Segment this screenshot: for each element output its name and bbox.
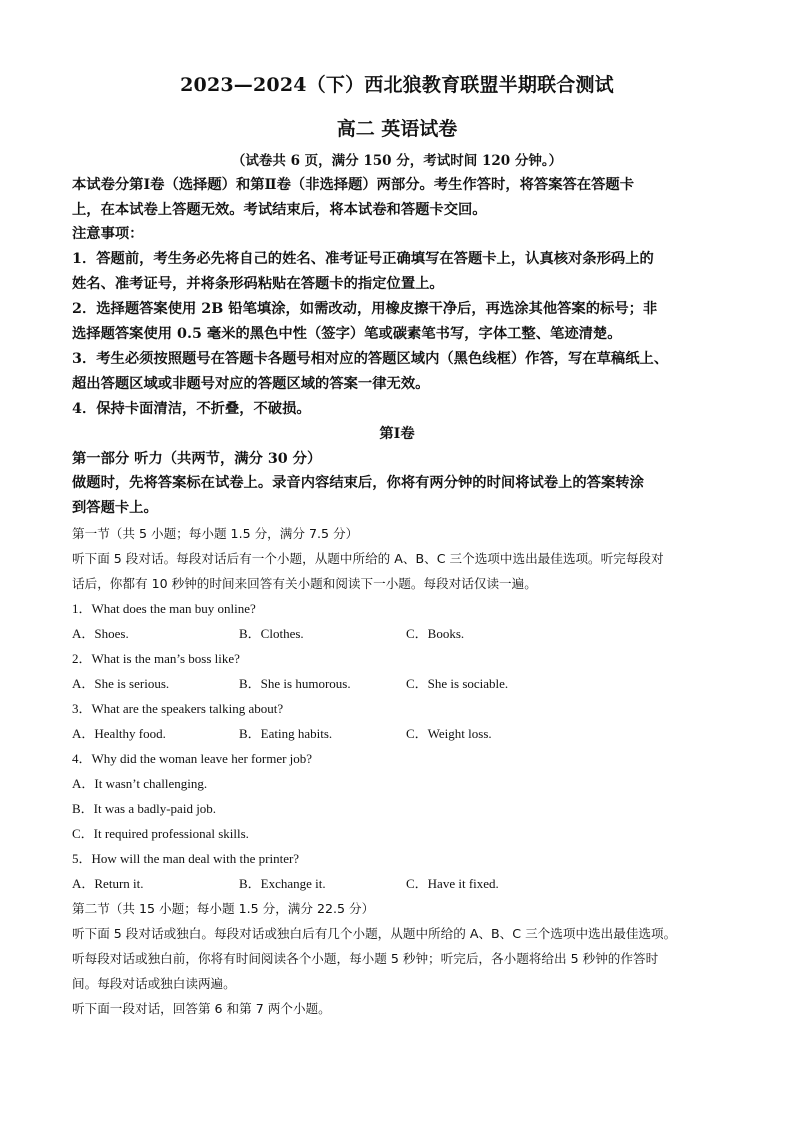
note-item: 1．答题前，考生务必先将自己的姓名、准考证号正确填写在答题卡上，认真核对条形码上的 xyxy=(72,251,654,267)
section-heading: 第一节（共 5 小题；每小题 1.5 分，满分 7.5 分） xyxy=(72,526,359,541)
option-a: A．It wasn’t challenging. xyxy=(72,776,208,791)
option-c: C．Weight loss. xyxy=(406,726,492,741)
exam-info: （试卷共 6 页，满分 150 分，考试时间 120 分钟。） xyxy=(231,153,563,169)
option-c: C．Books. xyxy=(406,626,465,641)
exam-title: 2023—2024（下）西北狼教育联盟半期联合测试 xyxy=(180,74,614,96)
question-stem: 1．What does the man buy online? xyxy=(72,601,256,616)
option-c: C．Have it fixed. xyxy=(406,876,499,891)
part-instruction: 到答题卡上。 xyxy=(72,500,158,516)
option-a: A．Return it. xyxy=(72,876,144,891)
intro-line: 上，在本试卷上答题无效。考试结束后，将本试卷和答题卡交回。 xyxy=(72,202,487,218)
notes-title: 注意事项： xyxy=(72,226,144,242)
option-c: C．She is sociable. xyxy=(406,676,509,691)
note-item: 姓名、准考证号，并将条形码粘贴在答题卡的指定位置上。 xyxy=(72,276,444,292)
section-instruction: 听下面 5 段对话。每段对话后有一个小题，从题中所给的 A、B、C 三个选项中选出最佳选项。听完每段对 xyxy=(72,551,664,566)
question-stem: 2．What is the man’s boss like? xyxy=(72,651,240,666)
note-item: 4．保持卡面清洁，不折叠，不破损。 xyxy=(72,401,311,417)
option-c: C．It required professional skills. xyxy=(72,826,249,841)
exam-subtitle: 高二 英语试卷 xyxy=(336,118,458,140)
option-a: A．Healthy food. xyxy=(72,726,166,741)
note-item: 2．选择题答案使用 2B 铅笔填涂，如需改动，用橡皮擦干净后，再选涂其他答案的标号；非 xyxy=(72,301,658,317)
note-item: 3．考生必须按照题号在答题卡各题号相对应的答题区域内（黑色线框）作答，写在草稿纸上、 xyxy=(72,351,669,367)
part-instruction: 做题时，先将答案标在试卷上。录音内容结束后，你将有两分钟的时间将试卷上的答案转涂 xyxy=(72,475,644,491)
part-heading: 第一部分 听力（共两节，满分 30 分） xyxy=(72,451,322,467)
question-stem: 4．Why did the woman leave her former job? xyxy=(72,751,313,766)
section-instruction: 听每段对话或独白前，你将有时间阅读各个小题，每小题 5 秒钟；听完后，各小题将给出 5 秒钟的作答时 xyxy=(72,951,659,966)
option-b: B．Clothes. xyxy=(239,626,304,641)
question-stem: 3．What are the speakers talking about? xyxy=(72,701,284,716)
question-stem: 5．How will the man deal with the printer? xyxy=(72,851,300,866)
section-instruction: 间。每段对话或独白读两遍。 xyxy=(72,976,236,991)
section-heading: 第二节（共 15 小题；每小题 1.5 分，满分 22.5 分） xyxy=(72,901,375,916)
note-item: 选择题答案使用 0.5 毫米的黑色中性（签字）笔或碳素笔书写，字体工整、笔迹清楚。 xyxy=(72,326,622,342)
option-a: A．She is serious. xyxy=(72,676,170,691)
option-b: B．She is humorous. xyxy=(239,676,351,691)
volume-heading: 第Ⅰ卷 xyxy=(379,426,415,442)
option-b: B．Exchange it. xyxy=(239,876,326,891)
option-a: A．Shoes. xyxy=(72,626,129,641)
section-instruction: 话后，你都有 10 秒钟的时间来回答有关小题和阅读下一小题。每段对话仅读一遍。 xyxy=(72,576,537,591)
note-item: 超出答题区域或非题号对应的答题区域的答案一律无效。 xyxy=(72,376,430,392)
intro-line: 本试卷分第Ⅰ卷（选择题）和第Ⅱ卷（非选择题）两部分。考生作答时，将答案答在答题卡 xyxy=(72,177,635,193)
section-instruction: 听下面一段对话，回答第 6 和第 7 两个小题。 xyxy=(72,1001,331,1016)
option-b: B．Eating habits. xyxy=(239,726,333,741)
option-b: B．It was a badly-paid job. xyxy=(72,801,217,816)
section-instruction: 听下面 5 段对话或独白。每段对话或独白后有几个小题，从题中所给的 A、B、C 三个选项中选出最佳选项。 xyxy=(72,926,677,941)
